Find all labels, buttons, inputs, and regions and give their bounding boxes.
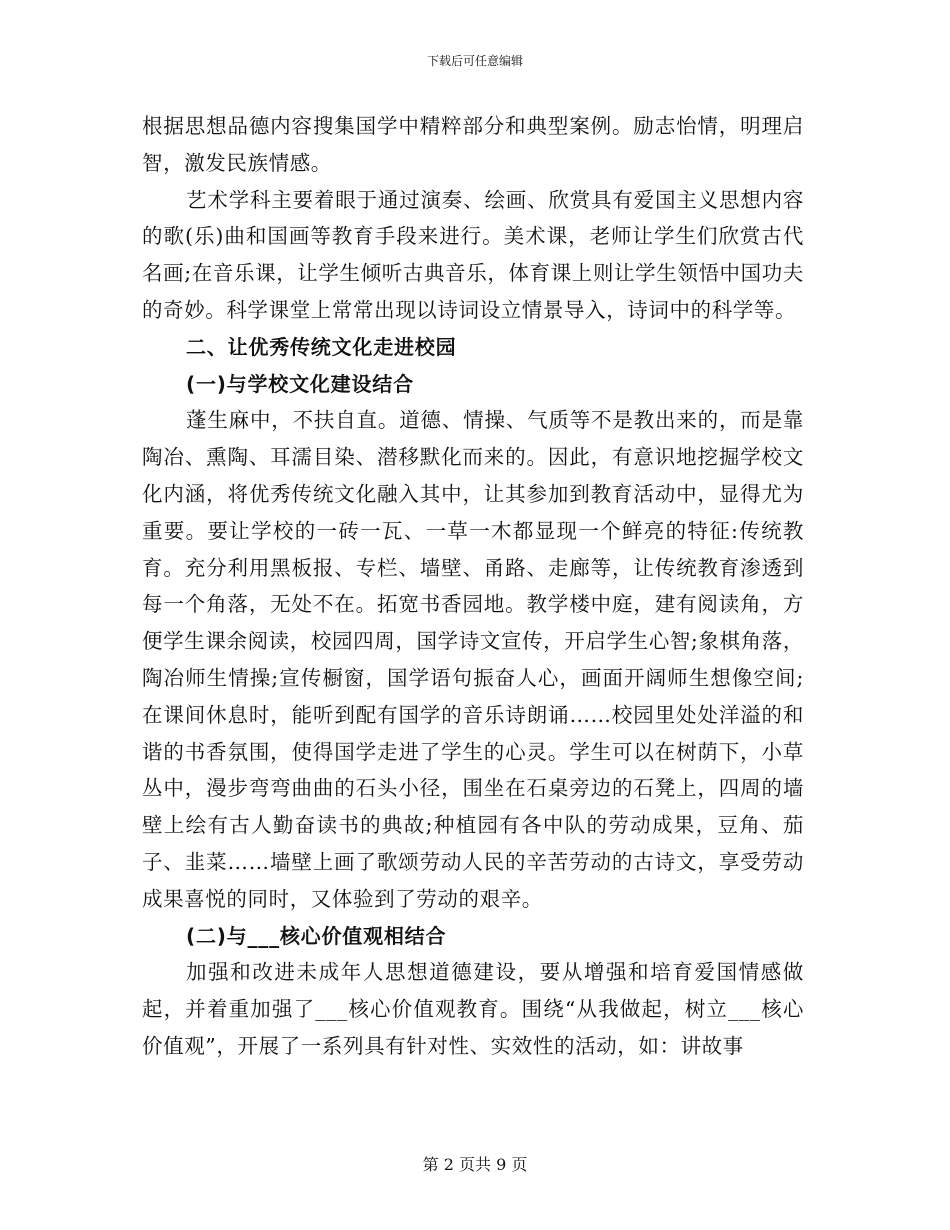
- section-heading: 二、让优秀传统文化走进校园: [186, 334, 457, 359]
- page-header: 下载后可任意编辑: [426, 54, 523, 68]
- subsection-heading-core-values: (二)与___核心价值观相结合: [186, 923, 447, 948]
- paragraph-moral-education: 根据思想品德内容搜集国学中精粹部分和典型案例。励志怡情，明理启智，激发民族情感。: [142, 114, 804, 175]
- document-body: [142, 108, 804, 1065]
- paragraph-campus-culture: 蓬生麻中，不扶自直。道德、情操、气质等不是教出来的，而是靠陶冶、熏陶、耳濡目染、潜移默化而来的。因此，有意识地挖掘学校文化内涵，将优秀传统文化融入其中，让其参加到教育活动中，显得尤为重要。要让学校的一砖一瓦、一草一木都显现一个鲜亮的特征:传统教育。充分利用黑板报、专栏、墙壁、甬路、走廊等，让传统教育渗透到每一个角落，无处不在。拓宽书香园地。教学楼中庭，建有阅读角，方便学生课余阅读，校园四周，国学诗文宣传，开启学生心智;象棋角落，陶冶师生情操;宣传橱窗，国学语句振奋人心，画面开阔师生想像空间;在课间休息时，能听到配有国学的音乐诗朗诵……校园里处处洋溢的和谐的书香氛围，使得国学走进了学生的心灵。学生可以在树荫下，小草丛中，漫步弯弯曲曲的石头小径，围坐在石桌旁边的石凳上，四周的墙壁上绘有古人勤奋读书的典故;种植园有各中队的劳动成果，豆角、茄子、韭菜……墙壁上画了歌颂劳动人民的辛苦劳动的古诗文，享受劳动成果喜悦的同时，又体验到了劳动的艰辛。: [142, 408, 804, 911]
- page-footer: 第 2 页共 9 页: [422, 1155, 528, 1174]
- paragraph-core-values: 加强和改进未成年人思想道德建设，要从增强和培育爱国情感做起，并着重加强了___核心价值观教育。围绕“从我做起，树立___核心价值观”，开展了一系列具有针对性、实效性的活动，如：讲故事: [142, 960, 804, 1058]
- paragraph-art-subjects: 艺术学科主要着眼于通过演奏、绘画、欣赏具有爱国主义思想内容的歌(乐)曲和国画等教育手段来进行。美术课，老师让学生们欣赏古代名画;在音乐课，让学生倾听古典音乐，体育课上则让学生领悟中国功夫的奇妙。科学课堂上常常出现以诗词设立情景导入，诗词中的科学等。: [142, 187, 804, 322]
- subsection-heading-campus-culture: (一)与学校文化建设结合: [186, 371, 414, 396]
